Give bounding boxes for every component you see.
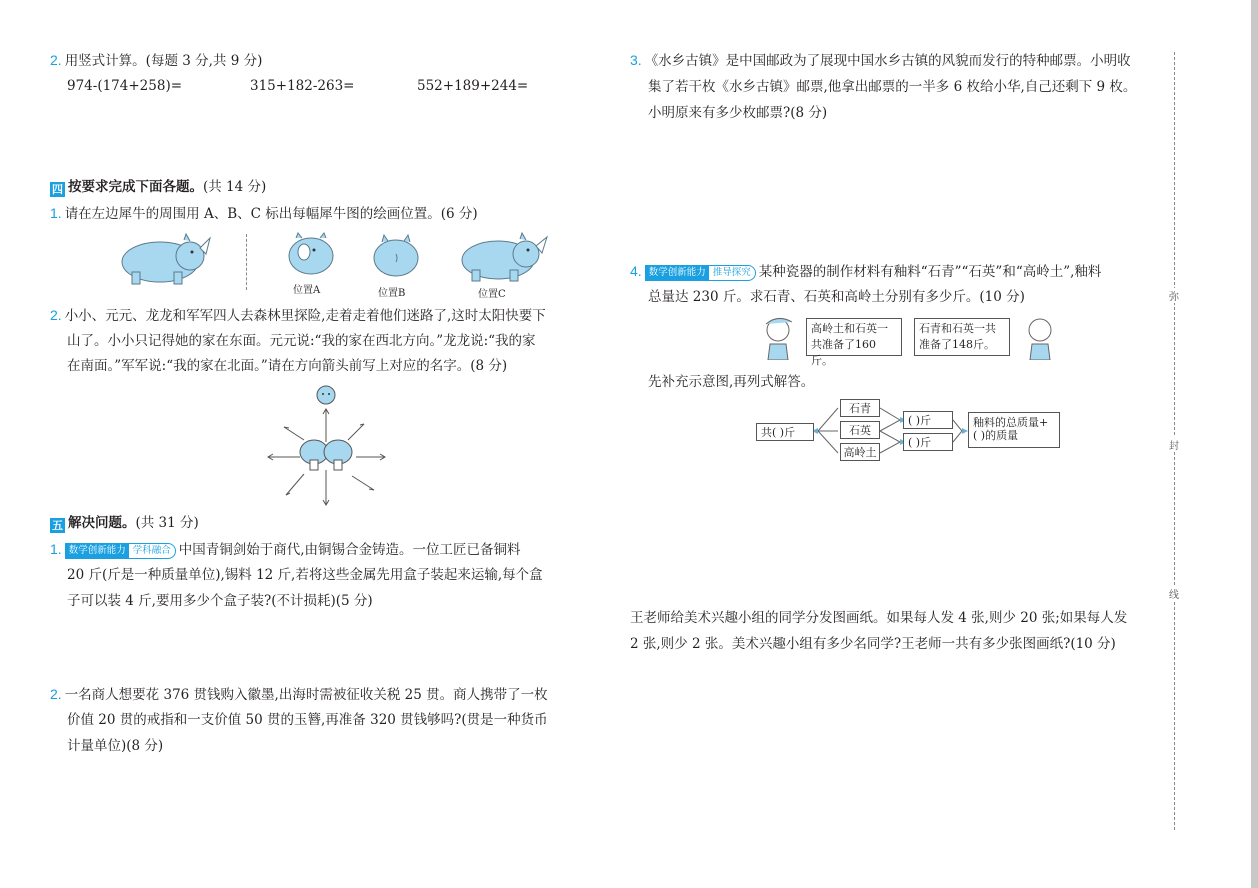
question-number: 2. — [50, 307, 62, 323]
direction-question-line-1 — [50, 306, 546, 325]
section-5-icon: 五 — [52, 519, 63, 532]
speech-bubble-right — [914, 318, 1010, 356]
mid-weight-box-1[interactable]: ( )斤 — [903, 411, 953, 429]
diagram-instruction: 先补充示意图,再列式解答。 — [648, 374, 815, 390]
question-text: 某种瓷器的制作材料有釉料“石青”“石英”和“高岭土”,釉料 — [758, 264, 1102, 280]
question-text: 用竖式计算。(每题 3 分,共 9 分) — [64, 53, 263, 69]
tag-label-b: 学科融合 — [132, 545, 171, 556]
item-box-gaolingtu: 高岭土 — [840, 443, 880, 461]
section-score: (共 14 分) — [203, 179, 267, 195]
item-box-shiying: 石英 — [840, 421, 880, 439]
tag-badge — [65, 543, 176, 559]
bubble-text: 共准备了160斤。 — [811, 338, 876, 367]
question-text: 小小、元元、龙龙和军军四人去森林里探险,走着走着他们迷路了,这时太阳快要下 — [64, 308, 546, 324]
bubble-text: 准备了148斤。 — [919, 338, 995, 351]
merchant-question-line-3: 计量单位)(8 分) — [67, 738, 164, 754]
mid-weight-box-2[interactable]: ( )斤 — [903, 433, 953, 451]
section-score: (共 31 分) — [135, 515, 199, 531]
bronze-question-line-1 — [50, 540, 521, 559]
dashed-separator — [246, 234, 247, 290]
caption-position-c: 位置C — [478, 289, 506, 300]
result-text: 釉料的总质量+ — [973, 416, 1049, 429]
bronze-question-line-3: 子可以装 4 斤,要用多少个盒子装?(不计损耗)(5 分) — [67, 593, 373, 609]
paper-question-line-2: 2 张,则少 2 张。美术兴趣小组有多少名同学?王老师一共有多少张图画纸?(10 分) — [630, 636, 1116, 652]
paper-question-line-1: 王老师给美术兴趣小组的同学分发图画纸。如果每人发 4 张,则少 20 张;如果每人发 — [630, 610, 1128, 626]
rhino-back-icon — [370, 232, 422, 278]
section-title: 按要求完成下面各题。 — [68, 179, 203, 195]
vertical-scrollbar[interactable] — [1251, 0, 1258, 888]
boy-character-icon — [1022, 314, 1060, 360]
margin-char-xian: 线 — [1169, 586, 1179, 601]
section-4-icon: 四 — [52, 183, 63, 196]
compass-diagram — [262, 380, 392, 508]
rhino-side-icon — [112, 232, 212, 288]
tag-badge — [645, 265, 756, 281]
question-number: 1. — [50, 541, 62, 557]
result-text: ( )的质量 — [973, 429, 1019, 442]
tag-label-b: 推导探究 — [712, 267, 751, 278]
margin-char-mi: 弥 — [1169, 288, 1179, 303]
expression-1: 974-(174+258)= — [67, 78, 183, 94]
bronze-question-line-2: 20 斤(斤是一种质量单位),锡料 12 斤,若将这些金属先用盒子装起来运输,每个盒 — [67, 567, 543, 583]
question-text: 《水乡古镇》是中国邮政为了展现中国水乡古镇的风貌而发行的特种邮票。小明收 — [644, 53, 1131, 69]
rhino-front-icon — [286, 232, 336, 278]
stamp-question-line-1 — [630, 51, 1131, 70]
question-text: 一名商人想要花 376 贯钱购入徽墨,出海时需被征收关税 25 贯。商人携带了一枚 — [64, 687, 548, 703]
direction-question-line-3: 在南面。”军军说:“我的家在北面。”请在方向箭头前写上对应的名字。(8 分) — [67, 358, 508, 374]
speech-bubble-left — [806, 318, 902, 367]
section-5-header — [50, 514, 199, 533]
stamp-question-line-3: 小明原来有多少枚邮票?(8 分) — [648, 105, 828, 121]
sun-icon — [317, 386, 335, 404]
section-title: 解决问题。 — [68, 515, 136, 531]
direction-question-line-2: 山了。小小只记得她的家在东面。元元说:“我的家在西北方向。”龙龙说:“我的家 — [67, 333, 536, 349]
tag-label-a: 数学创新能力 — [66, 544, 129, 558]
stamp-question-line-2: 集了若干枚《水乡古镇》邮票,他拿出邮票的一半多 6 枚给小华,自己还剩下 9 枚。 — [648, 79, 1137, 95]
question-text: 请在左边犀牛的周围用 A、B、C 标出每幅犀牛图的绘画位置。(6 分) — [64, 206, 478, 222]
item-box-shiqing: 石青 — [840, 399, 880, 417]
result-box[interactable] — [968, 412, 1060, 448]
caption-position-a: 位置A — [293, 285, 321, 296]
question-number: 3. — [630, 52, 642, 68]
caption-position-b: 位置B — [378, 288, 406, 299]
question-number: 2. — [50, 686, 62, 702]
question-text: 中国青铜剑始于商代,由铜锡合金铸造。一位工匠已备铜料 — [178, 542, 521, 558]
rhino-side-c-icon — [454, 232, 550, 284]
bubble-text: 石青和石英一共 — [919, 322, 996, 335]
margin-char-feng: 封 — [1169, 437, 1179, 452]
expression-3: 552+189+244= — [417, 78, 529, 94]
rhino-question — [50, 204, 478, 223]
tag-label-a: 数学创新能力 — [646, 266, 709, 280]
section-4-header — [50, 178, 266, 197]
merchant-question-line-1 — [50, 685, 548, 704]
calc-question-title — [50, 51, 262, 70]
merchant-question-line-2: 价值 20 贯的戒指和一支价值 50 贯的玉簪,再准备 320 贯钱够吗?(贯是一种货币 — [67, 712, 548, 728]
question-number: 2. — [50, 52, 62, 68]
total-weight-box[interactable]: 共( )斤 — [756, 423, 814, 441]
girl-character-icon — [758, 314, 798, 360]
question-number: 1. — [50, 205, 62, 221]
porcelain-question-line-1 — [630, 262, 1101, 281]
expression-2: 315+182-263= — [250, 78, 355, 94]
porcelain-question-line-2: 总量达 230 斤。求石青、石英和高岭土分别有多少斤。(10 分) — [648, 289, 1025, 305]
question-number: 4. — [630, 263, 642, 279]
bubble-text: 高岭土和石英一 — [811, 322, 888, 335]
